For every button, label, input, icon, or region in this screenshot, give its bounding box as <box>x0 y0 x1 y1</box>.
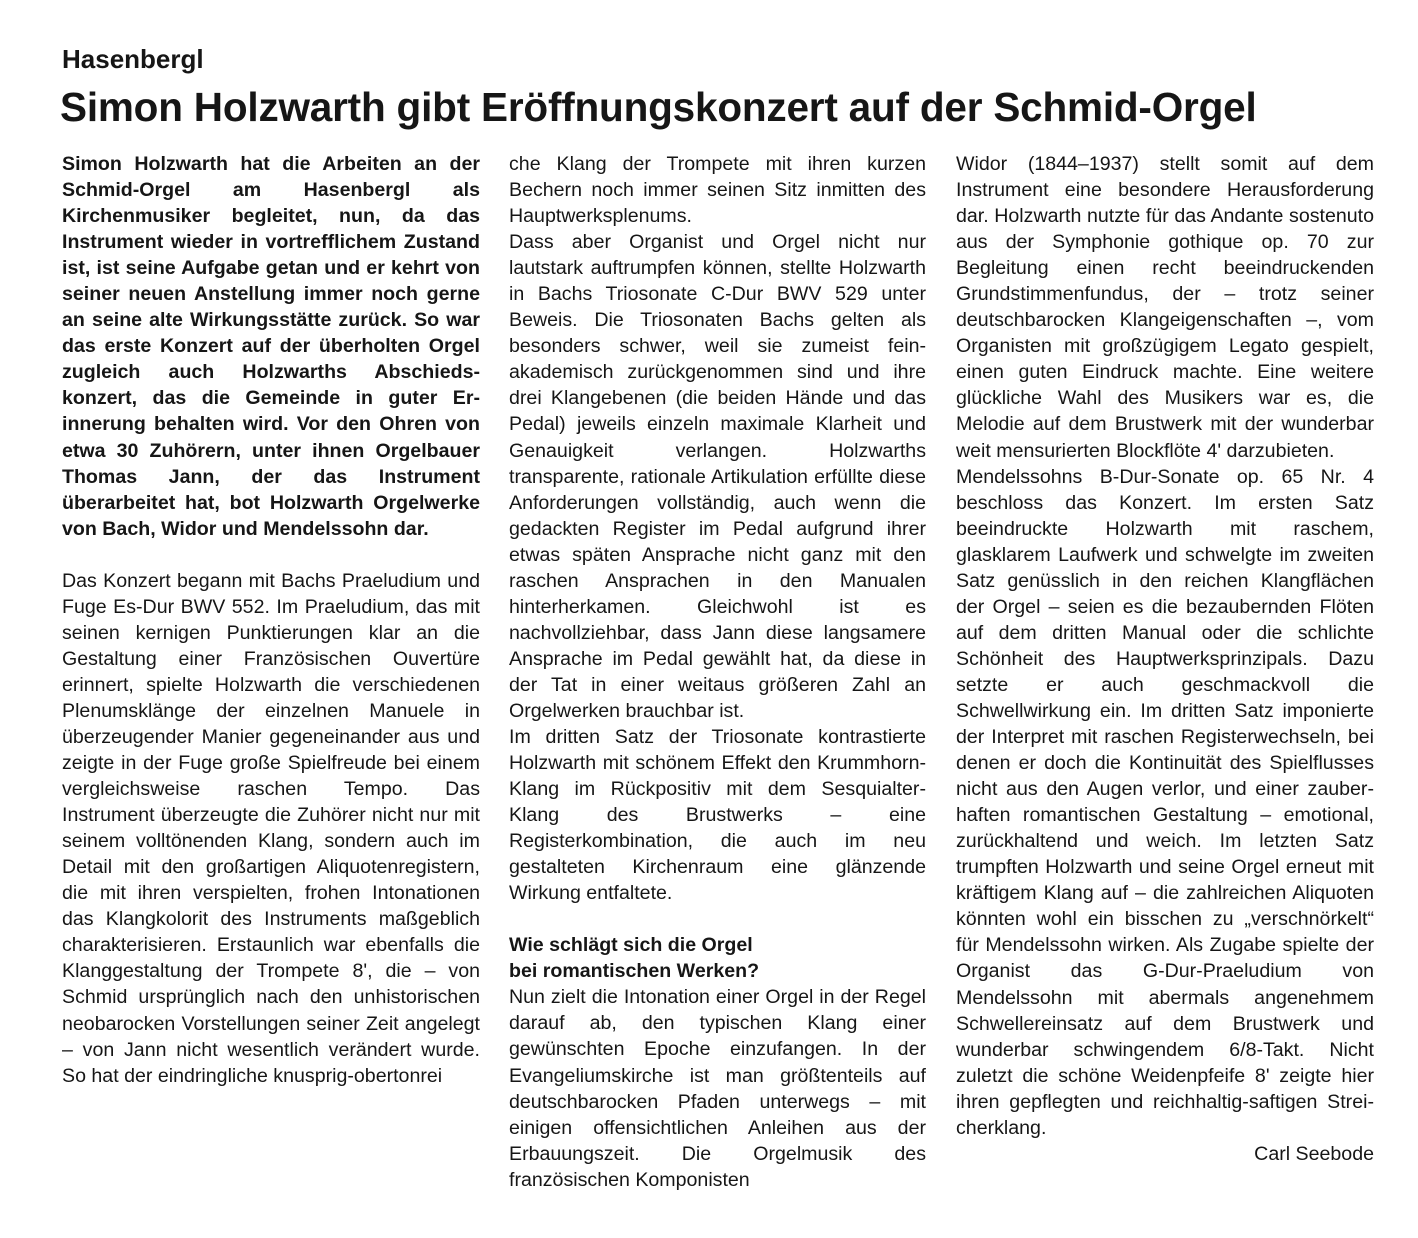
column-2 <box>509 151 926 1193</box>
body-paragraph: Mendelssohns B-Dur-Sonate op. 65 Nr. 4 beschloss das Konzert. Im ersten Satz beeindruckte Holzwarth mit raschem, glasklarem Laufwerk und schwelgte im zweiten Satz genüsslich in den reichen Klangflächen der Orgel – seien es die bezaubernden Flöten auf dem dritten Manual oder die schlichte Schönheit des Hauptwerksprinzipals. Dazu setzte er auch geschmackvoll die Schwellwirkung ein. Im dritten Satz imponierte der Interpret mit raschen Registerwechseln, bei denen er doch die Kontinuität des Spielflusses nicht aus den Augen verlor, und einer zauberhaften romantischen Gestaltung – emotional, zurückhaltend und weich. Im letzten Satz trumpften Holzwarth und seine Orgel erneut mit kräftigem Klang auf – die zahlreichen Aliquoten könnten wohl ein bisschen zu „verschnörkelt“ für Mendelssohn wirken. Als Zugabe spielte der Organist das G-Dur-Praeludium von Mendelssohn mit abermals angenehmem Schwellereinsatz auf dem Brustwerk und wunderbar schwingendem 6/8-Takt. Nicht zuletzt die schöne Weidenpfeife 8' zeigte hier ihren gepflegten und reichhaltig-saftigen Streicherklang. <box>956 465 1374 1139</box>
body-paragraph: Dass aber Organist und Orgel nicht nur lautstark auftrumpfen können, stellte Holzwarth in Bachs Triosonate C-Dur BWV 529 unter Beweis. Die Triosonaten Bachs gelten als besonders schwer, weil sie zumeist fein-akademisch zurückgenommen sind und ihre drei Klangebenen (die beiden Hände und das Pedal) jeweils einzeln maximale Klarheit und Genauigkeit verlangen. Holzwarths transparente, rationale Artikulation erfüllte diese Anforderungen vollständig, auch wenn die gedackten Register im Pedal aufgrund ihrer etwas späten Ansprache nicht ganz mit den raschen Ansprachen in den Manualen hinterherkamen. Gleichwohl ist es nachvollziehbar, dass Jann diese langsamere Ansprache im Pedal gewählt hat, da diese in der Tat in einer weitaus größeren Zahl an Orgelwerken brauchbar ist. <box>509 231 926 722</box>
subheading <box>509 932 926 984</box>
column-3 <box>956 151 1374 1167</box>
author-name: Carl Seebode <box>1254 1142 1374 1165</box>
subheading-line: Wie schlägt sich die Orgel <box>509 934 753 957</box>
column-1 <box>62 151 480 1089</box>
kicker: Hasenbergl <box>62 44 204 74</box>
subheading-line: bei romantischen Werken? <box>509 960 760 983</box>
body-paragraph: Widor (1844–1937) stellt somit auf dem Instrument eine besondere Herausforderung dar. Holzwarth nutzte für das Andante sostenuto aus der Symphonie gothique op. 70 zur Begleitung einen recht beeindruckenden Grundstimmenfundus, der – trotz seiner deutschbarocken Klangeigenschaften –, vom Organisten mit großzügigem Legato gespielt, einen guten Eindruck machte. Eine weitere glückliche Wahl des Musikers war es, die Melodie auf dem Brustwerk mit der wunderbar weit mensurierten Blockflöte 4' darzubieten. <box>956 153 1374 462</box>
body-paragraph: Nun zielt die Intonation einer Orgel in der Regel darauf ab, den typischen Klang einer gewünschten Epoche einzufangen. In der Evangeliumskirche ist man größtenteils auf deutschbarocken Pfaden unterwegs – mit einigen offensichtlichen Anleihen aus der Erbauungszeit. Die Orgelmusik des französischen Komponisten <box>509 986 926 1191</box>
body-paragraph: Im dritten Satz der Triosonate kontrastierte Holzwarth mit schönem Effekt den Krummhorn-Klang im Rückpositiv mit dem Sesquialter-Klang des Brustwerks – eine Registerkombination, die auch im neu gestalteten Kirchenraum eine glänzende Wirkung entfaltete. <box>509 726 926 905</box>
headline: Simon Holzwarth gibt Eröffnungskonzert auf der Schmid-Orgel <box>60 84 1257 130</box>
lead-paragraph: Simon Holzwarth hat die Arbeiten an der Schmid-Orgel am Hasenbergl als Kirchenmusiker begleitet, nun, da das Instrument wieder in vortrefflichem Zustand ist, ist seine Aufgabe getan und er kehrt von seiner neuen Anstellung immer noch gerne an seine alte Wirkungsstätte zurück. So war das erste Konzert auf der überholten Orgel zugleich auch Holzwarths Abschiedskonzert, das die Gemeinde in guter Erinnerung behalten wird. Vor den Ohren von etwa 30 Zuhörern, unter ihnen Orgelbauer Thomas Jann, der das Instrument überarbeitet hat, bot Holzwarth Orgelwerke von Bach, Widor und Mendelssohn dar. <box>62 153 480 540</box>
body-paragraph: Das Konzert begann mit Bachs Praeludium und Fuge Es-Dur BWV 552. Im Praeludium, das mit seinen kernigen Punktierungen klar an die Gestaltung einer Französischen Ouvertüre erinnert, spielte Holzwarth die verschiedenen Plenumsklänge der einzelnen Manuele in überzeugender Manier gegeneinander aus und zeigte in der Fuge große Spielfreude bei einem vergleichsweise raschen Tempo. Das Instrument überzeugte die Zuhörer nicht nur mit seinem volltönenden Klang, sondern auch im Detail mit den großartigen Aliquotenregistern, die mit ihren verspielten, frohen Intonationen das Klangkolorit des Instruments maßgeblich charakterisieren. Erstaunlich war ebenfalls die Klanggestaltung der Trompete 8', die – von Schmid ursprünglich nach den unhistorischen neobarocken Vorstellungen seiner Zeit angelegt – von Jann nicht wesentlich verändert wurde. So hat der eindringliche knusprig-obertonrei <box>62 569 480 1087</box>
body-paragraph: che Klang der Trompete mit ihren kurzen Bechern noch immer seinen Sitz inmitten des Hauptwerksplenums. <box>509 153 926 228</box>
